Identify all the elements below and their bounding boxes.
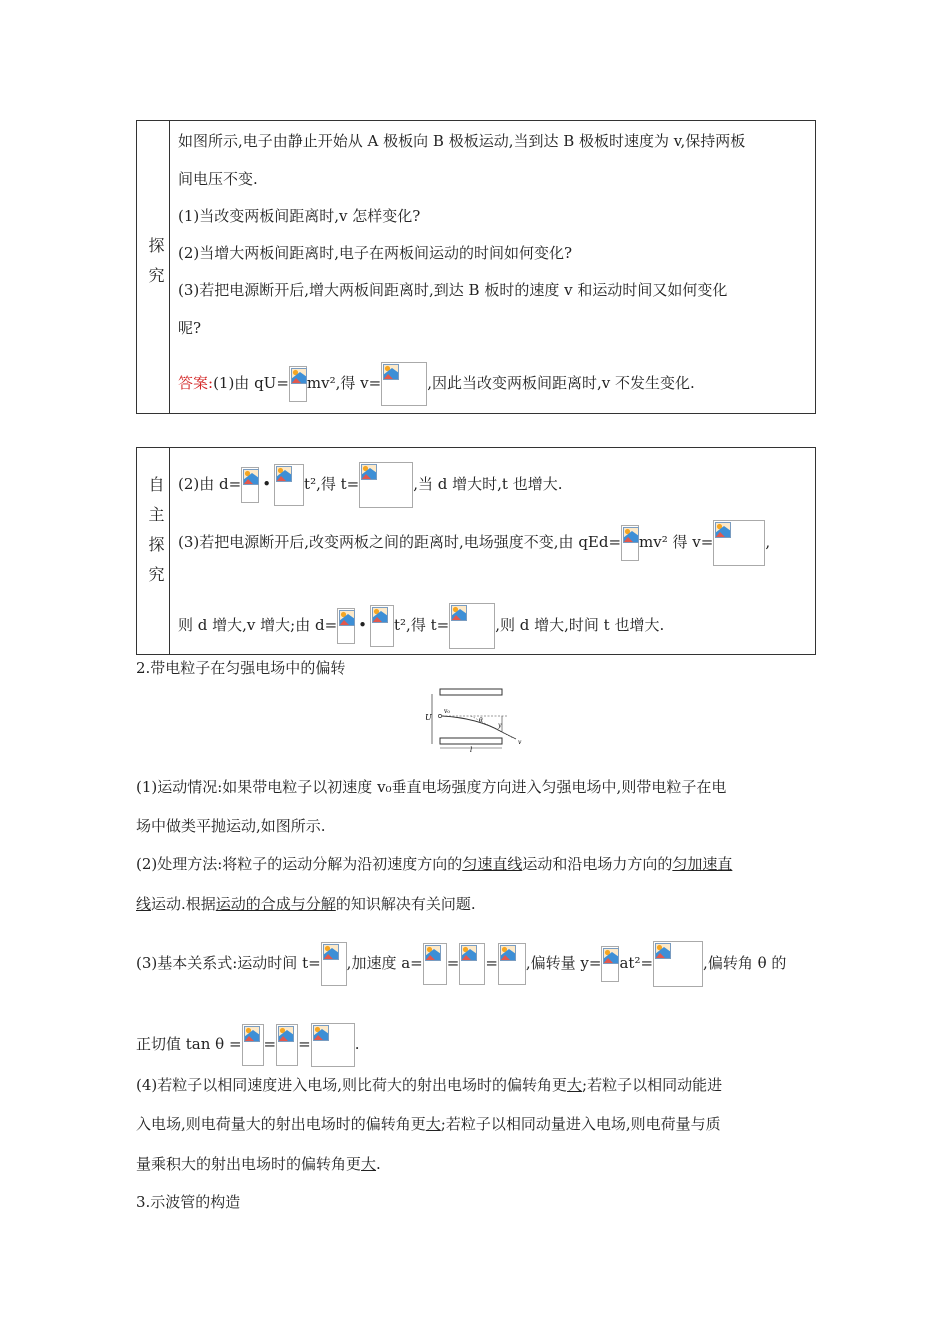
self-inquiry-side-label: 自主探究 (146, 476, 165, 596)
formula-image-icon (311, 1023, 355, 1067)
text-fragment: 的知识解决有关问题. (335, 895, 476, 913)
dot-operator: • (262, 475, 272, 493)
text-fragment: (4)若粒子以相同速度进入电场,则比荷大的射出电场时的偏转角更 (136, 1076, 568, 1094)
y-label: y (498, 722, 502, 729)
section-3-heading: 3.示波管的构造 (136, 1193, 241, 1211)
text-fragment: 量乘积大的射出电场时的偏转角更 (136, 1155, 362, 1173)
formula-image-icon (653, 941, 703, 987)
particle-entry (438, 714, 441, 717)
question-2: (2)当增大两板间距离时,电子在两板间运动的时间如何变化? (178, 244, 573, 262)
relations-line2 (136, 1023, 359, 1067)
self-inquiry-line1 (178, 462, 562, 508)
underlined-answer: 大 (425, 1115, 441, 1133)
equals-sign: = (263, 1035, 277, 1053)
text-fragment: , (765, 533, 771, 551)
underlined-answer: 线 (136, 895, 152, 913)
text-fragment: ,则 d 增大,时间 t 也增大. (495, 616, 665, 634)
formula-image-icon (449, 603, 495, 649)
voltage-label: U (425, 713, 432, 722)
formula-image-icon (381, 362, 427, 406)
dot-operator: • (358, 616, 368, 634)
question-1: (1)当改变两板间距离时,v 怎样变化? (178, 207, 421, 225)
formula-image-icon (359, 462, 413, 508)
equals-sign: = (485, 954, 498, 972)
text-fragment: 入电场,则电荷量大的射出电场时的偏转角更 (136, 1115, 426, 1133)
text-fragment: ,当 d 增大时,t 也增大. (413, 475, 563, 493)
fraction-image-icon (498, 943, 526, 985)
text-fragment: 正切值 tan θ = (136, 1035, 242, 1053)
answer-text-a: (1)由 qU= (213, 374, 289, 392)
fraction-image-icon (621, 525, 639, 561)
fraction-image-icon (321, 942, 347, 986)
fraction-image-icon (276, 1024, 298, 1066)
text-fragment: (3)若把电源断开后,改变两板之间的距离时,电场强度不变,由 qEd= (178, 533, 622, 551)
text-fragment: at²= (619, 954, 654, 972)
deflection-diagram (418, 686, 530, 752)
v0-label: v₀ (444, 708, 450, 715)
relations-line1 (136, 941, 786, 987)
text-fragment: t²,得 t= (304, 475, 360, 493)
fraction-image-icon (601, 946, 619, 982)
self-inquiry-line2 (178, 520, 770, 566)
motion-description-line1: (1)运动情况:如果带电粒子以初速度 v₀垂直电场强度方向进入匀强电场中,则带电粒子在电 (136, 778, 727, 796)
inquiry-side-label: 探究 (146, 237, 165, 297)
answer-label: 答案: (178, 374, 214, 392)
formula-image-icon (713, 520, 765, 566)
text-fragment: (3)基本关系式:运动时间 t= (136, 954, 321, 972)
v-label: v (518, 739, 522, 746)
method-line1 (136, 853, 732, 875)
fraction-image-icon (242, 1024, 264, 1066)
fraction-image-icon (370, 605, 394, 647)
box-divider (169, 448, 170, 654)
text-fragment: (2)处理方法:将粒子的运动分解为沿初速度方向的 (136, 855, 463, 873)
text-fragment: ,加速度 a= (346, 954, 423, 972)
length-label: l (470, 746, 473, 752)
underlined-answer: 大 (361, 1155, 377, 1173)
answer-line (178, 362, 695, 406)
underlined-answer: 大 (567, 1076, 583, 1094)
section-2-heading: 2.带电粒子在匀强电场中的偏转 (136, 659, 346, 677)
fraction-image-icon (289, 366, 307, 402)
inquiry-paragraph-line1: 如图所示,电子由静止开始从 A 极板向 B 极板运动,当到达 B 极板时速度为 v,保持两板 (178, 132, 746, 150)
fraction-image-icon (274, 464, 304, 506)
parabolic-trajectory (442, 716, 502, 732)
equals-sign: = (446, 954, 460, 972)
text-fragment: t²,得 t= (394, 616, 450, 634)
deflection-comparison-line3 (136, 1153, 381, 1175)
text-fragment: (2)由 d= (178, 475, 242, 493)
equals-sign: = (298, 1035, 311, 1053)
self-inquiry-line3 (178, 603, 664, 649)
motion-description-line2: 场中做类平抛运动,如图所示. (136, 817, 326, 835)
text-fragment: . (376, 1155, 381, 1173)
question-3-line2: 呢? (178, 319, 202, 337)
method-line2 (136, 893, 476, 915)
deflection-comparison-line2 (136, 1113, 721, 1135)
text-fragment: ;若粒子以相同动量进入电场,则电荷量与质 (440, 1115, 721, 1133)
question-3-line1: (3)若把电源断开后,增大两板间距离时,到达 B 板时的速度 v 和运动时间又如何变化 (178, 281, 728, 299)
fraction-image-icon (459, 943, 485, 985)
answer-text-b: mv²,得 v= (306, 374, 382, 392)
fraction-image-icon (337, 608, 355, 644)
fraction-image-icon (241, 467, 259, 503)
text-fragment: ;若粒子以相同动能进 (582, 1076, 723, 1094)
upper-plate (440, 689, 502, 695)
inquiry-paragraph-line2: 间电压不变. (178, 170, 258, 188)
text-fragment: ,偏转角 θ 的 (703, 954, 787, 972)
exit-velocity-arrow (502, 732, 516, 739)
underlined-answer: 匀速直线 (462, 855, 523, 873)
theta-label: θ (479, 717, 483, 724)
text-fragment: ,偏转量 y= (525, 954, 602, 972)
text-fragment: . (354, 1035, 360, 1053)
text-fragment: 运动和沿电场力方向的 (522, 855, 673, 873)
box-divider (169, 121, 170, 413)
underlined-answer: 运动的合成与分解 (215, 895, 336, 913)
text-fragment: mv² 得 v= (639, 533, 714, 551)
lower-plate (440, 738, 502, 744)
text-fragment: 运动.根据 (151, 895, 216, 913)
deflection-comparison-line1 (136, 1074, 722, 1096)
text-fragment: 则 d 增大,v 增大;由 d= (178, 616, 338, 634)
fraction-image-icon (423, 943, 447, 985)
answer-text-c: ,因此当改变两板间距离时,v 不发生变化. (427, 374, 695, 392)
underlined-answer: 匀加速直 (672, 855, 733, 873)
